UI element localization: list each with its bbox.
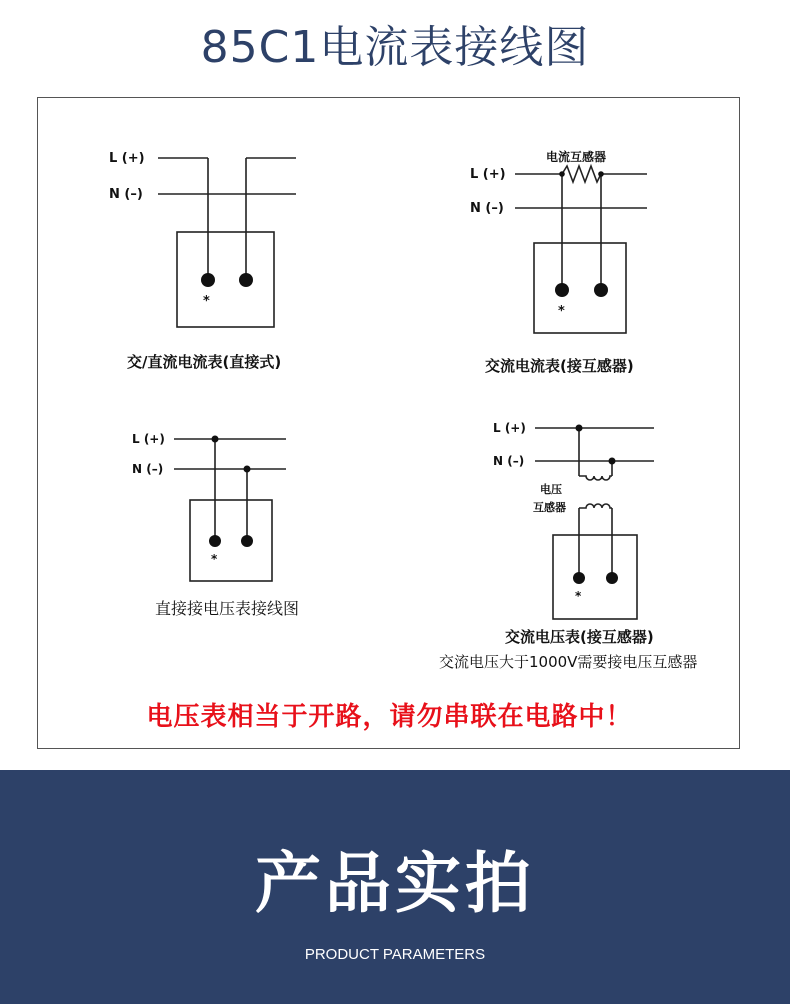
voltmeter-box xyxy=(553,535,637,619)
ammeter-box xyxy=(534,243,626,333)
junction-dot xyxy=(576,425,583,432)
line-label: L (+) xyxy=(109,151,145,166)
footer-banner xyxy=(0,770,790,1004)
polarity-mark: * xyxy=(575,589,582,603)
neutral-label: N (–) xyxy=(109,187,143,202)
terminal-dot xyxy=(239,273,253,287)
terminal-dot xyxy=(209,535,221,547)
terminal-dot xyxy=(594,283,608,297)
diagram-note: 交流电压大于1000V需要接电压互感器 xyxy=(439,653,698,671)
line-label: L (+) xyxy=(132,432,165,446)
current-transformer-coil xyxy=(562,166,601,182)
warning-text: 电压表相当于开路，请勿串联在电路中！ xyxy=(146,702,633,732)
line-label: L (+) xyxy=(470,167,506,182)
polarity-mark: * xyxy=(211,552,218,566)
line-label: L (+) xyxy=(493,421,526,435)
diagram-caption: 交/直流电流表(直接式) xyxy=(127,353,282,371)
junction-dot xyxy=(609,458,616,465)
voltmeter-box xyxy=(190,500,272,581)
junction-dot xyxy=(559,171,565,177)
neutral-label: N (–) xyxy=(132,462,164,476)
transformer-label: 电压 xyxy=(540,483,562,496)
terminal-dot xyxy=(573,572,585,584)
terminal-dot xyxy=(241,535,253,547)
pt-primary-coil xyxy=(579,476,612,480)
page-title: 85C1电流表接线图 xyxy=(200,22,590,73)
wiring-diagram-panel xyxy=(37,97,740,749)
neutral-label: N (–) xyxy=(493,454,525,468)
diagram-direct-voltmeter xyxy=(174,439,286,581)
junction-dot xyxy=(212,436,219,443)
section-title: 产品实拍 xyxy=(255,845,535,922)
transformer-label: 互感器 xyxy=(533,501,566,514)
polarity-mark: * xyxy=(558,304,565,319)
terminal-dot xyxy=(201,273,215,287)
section-subtitle: PRODUCT PARAMETERS xyxy=(304,946,486,963)
pt-secondary-coil xyxy=(579,504,612,508)
neutral-label: N (–) xyxy=(470,201,504,216)
junction-dot xyxy=(598,171,604,177)
transformer-label: 电流互感器 xyxy=(546,150,607,164)
junction-dot xyxy=(244,466,251,473)
terminal-dot xyxy=(606,572,618,584)
diagram-caption: 交流电压表(接互感器) xyxy=(505,628,654,646)
ammeter-box xyxy=(177,232,274,327)
polarity-mark: * xyxy=(203,294,210,309)
diagram-caption: 直接接电压表接线图 xyxy=(155,599,300,618)
diagram-ac-dc-ammeter-direct xyxy=(158,158,296,327)
diagram-caption: 交流电流表(接互感器) xyxy=(485,357,634,375)
diagram-ac-ammeter-ct xyxy=(515,166,647,333)
diagram-ac-voltmeter-pt xyxy=(535,428,654,619)
terminal-dot xyxy=(555,283,569,297)
